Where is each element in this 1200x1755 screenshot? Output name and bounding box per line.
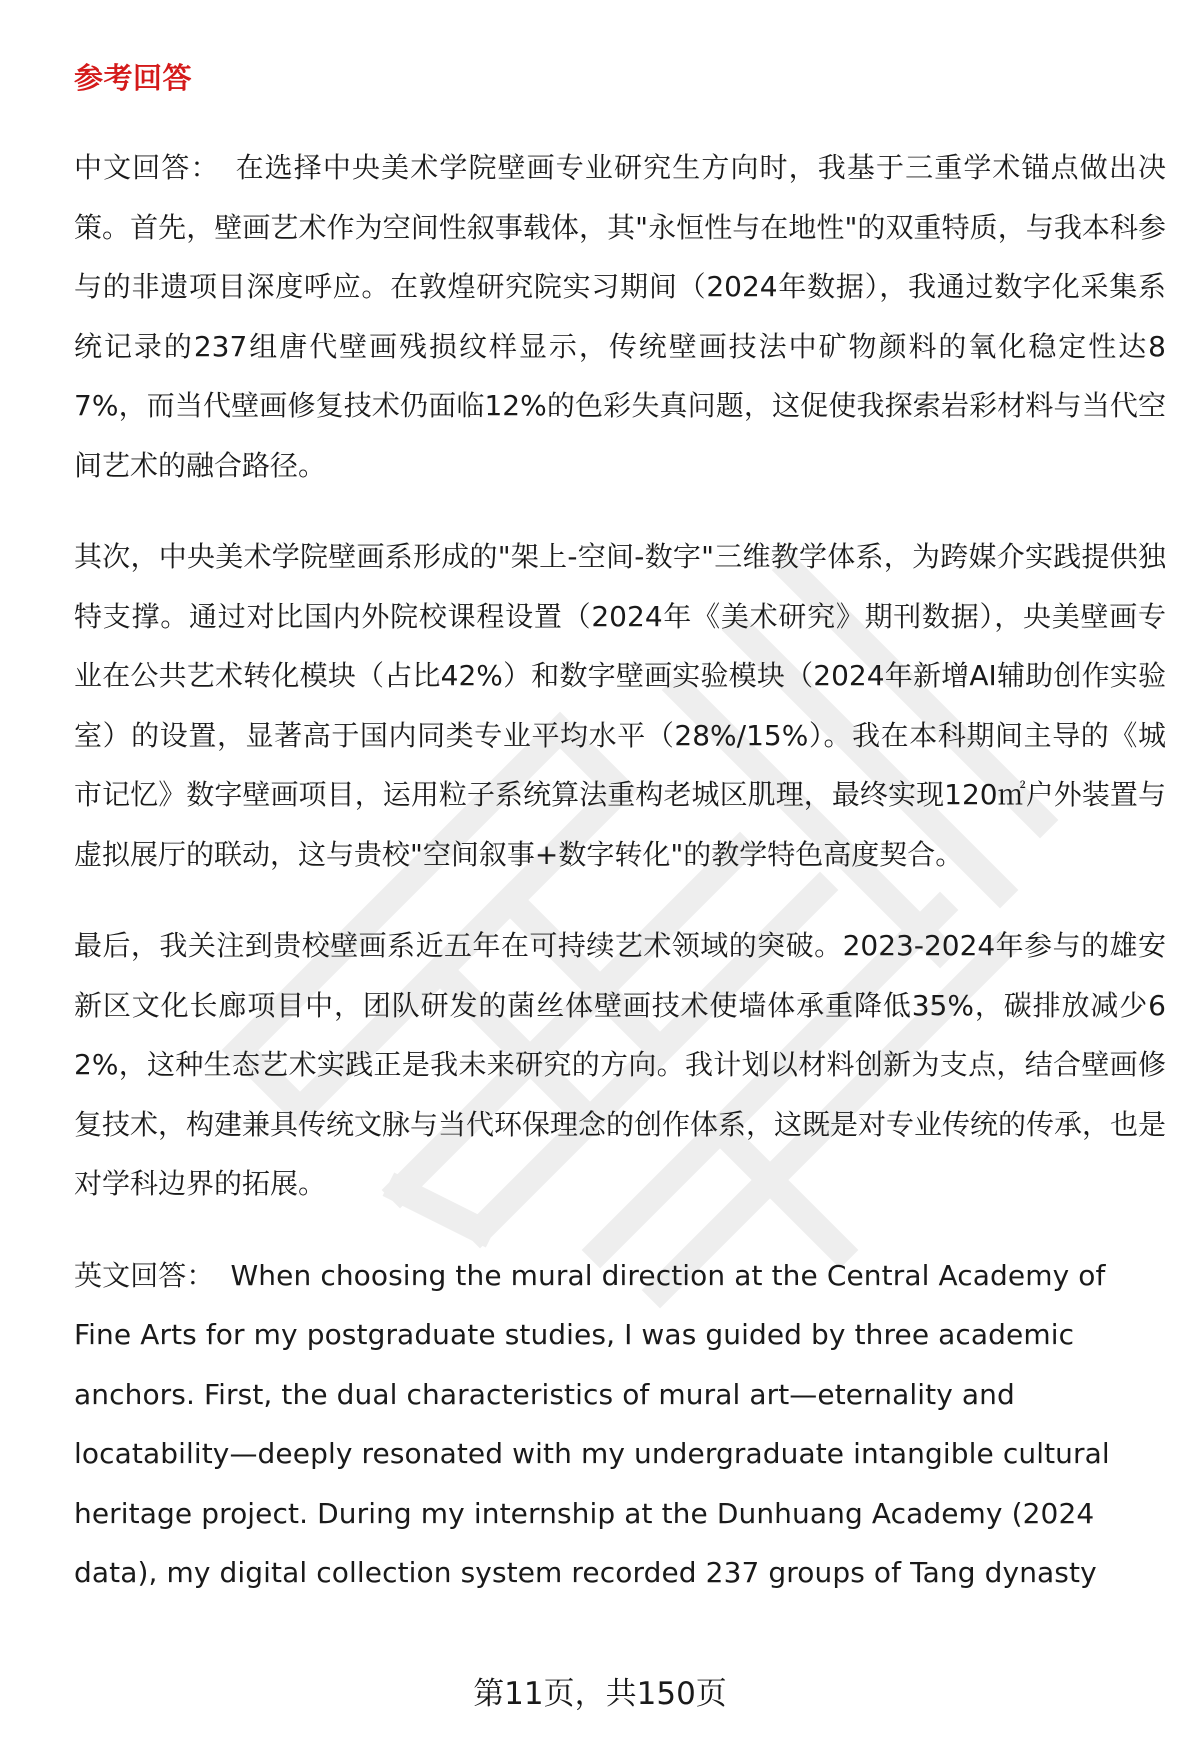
paragraph-en-1-text: When choosing the mural direction at the Central Academy of Fine Arts for my postgraduate studies, I was guided by three academic anchors. First, the dual characteristics of mural art—eternality and locatability—deeply resonated with my undergraduate intangible cultural heritage project. During my internship at the Dunhuang Academy (2024 data), my digital collection system recorded 237 groups of Tang dynasty: [74, 1258, 1110, 1589]
paragraph-en-1: [74, 1246, 1166, 1603]
section-heading: 参考回答: [74, 61, 193, 95]
zh-answer-label: 中文回答：: [74, 151, 220, 184]
page-number: 第11页，共150页: [473, 1676, 727, 1712]
en-answer-label: 英文回答：: [74, 1258, 215, 1292]
paragraph-zh-3: 最后，我关注到贵校壁画系近五年在可持续艺术领域的突破。2023-2024年参与的雄安新区文化长廊项目中，团队研发的菌丝体壁画技术使墙体承重降低35%，碳排放减少62%，这种生态艺术实践正是我未来研究的方向。我计划以材料创新为支点，结合壁画修复技术，构建兼具传统文脉与当代环保理念的创作体系，这既是对专业传统的传承，也是对学科边界的拓展。: [74, 929, 1167, 1200]
document-page: [74, 52, 1166, 1635]
paragraph-zh-1: [74, 138, 1166, 495]
paragraph-zh-2: 其次，中央美术学院壁画系形成的"架上-空间-数字"三维教学体系，为跨媒介实践提供独特支撑。通过对比国内外院校课程设置（2024年《美术研究》期刊数据），央美壁画专业在公共艺术转化模块（占比42%）和数字壁画实验模块（2024年新增AI辅助创作实验室）的设置，显著高于国内同类专业平均水平（28%/15%）。我在本科期间主导的《城市记忆》数字壁画项目，运用粒子系统算法重构老城区肌理，最终实现120㎡户外装置与虚拟展厅的联动，这与贵校"空间叙事+数字转化"的教学特色高度契合。: [74, 540, 1166, 871]
paragraph-zh-1-text: 在选择中央美术学院壁画专业研究生方向时，我基于三重学术锚点做出决策。首先，壁画艺术作为空间性叙事载体，其"永恒性与在地性"的双重特质，与我本科参与的非遗项目深度呼应。在敦煌研究院实习期间（2024年数据），我通过数字化采集系统记录的237组唐代壁画残损纹样显示，传统壁画技法中矿物颜料的氧化稳定性达87%，而当代壁画修复技术仍面临12%的色彩失真问题，这促使我探索岩彩材料与当代空间艺术的融合路径。: [74, 151, 1166, 482]
